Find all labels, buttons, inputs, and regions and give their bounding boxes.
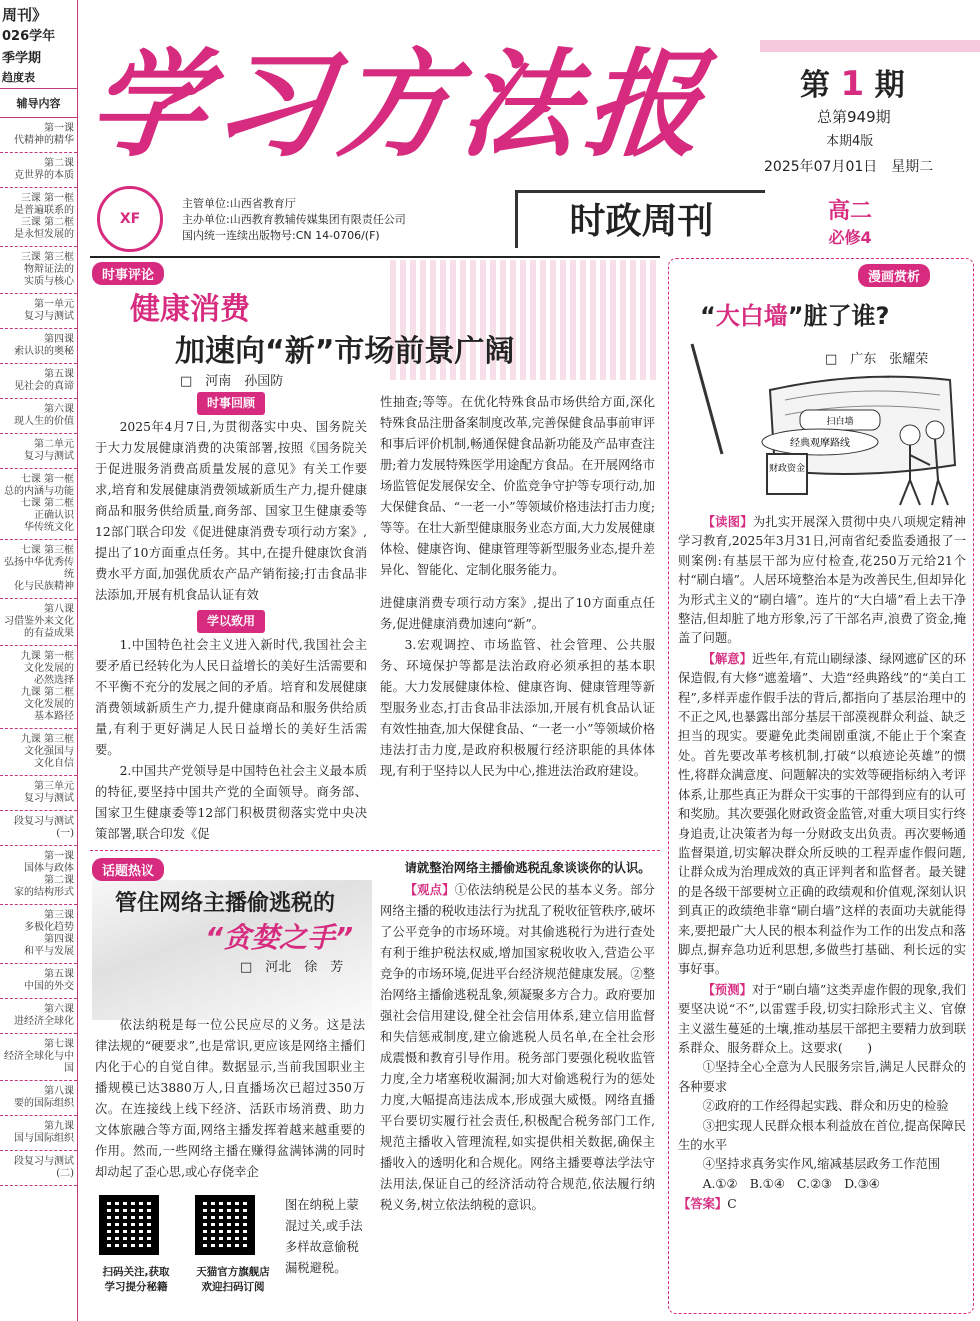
paragraph: 性抽查;等等。在优化特殊食品市场供给方面,深化特殊食品注册备案制度改革,完善保健食品事前审评和事后评价机制,畅通保健食品新功能及产品审查注册;着力发展特殊医学用途配方食品。在开展网络市场监管促发展保安全、价监竞争守护等专项行动,加大保健食品、“一老一小”等领域价格违法打击力度;等等。在壮大新型健康服务业态方面,大力发展健康体检、健康咨询、健康管理等新型服务业态,提升差异化、智能化、定制化服务能力。 [380, 395, 655, 577]
sidebar-item: 三课 第一框 是普遍联系的 三课 第二框 是永恒发展的 [0, 188, 77, 247]
textbook-label: 必修4 [828, 228, 872, 247]
paragraph [678, 512, 966, 649]
issue-number-value: 1 [840, 64, 865, 104]
predict-label: 【预测】 [702, 981, 752, 997]
view-text: ①依法纳税是公民的基本义务。部分网络主播的税收违法行为扰乱了税收征管秩序,破坏了公平竞争的市场环境。对其偷逃税行为进行查处有利于维护税法权威,增加国家税收收入,营造公平竞争的市场环境,促进平台经济规范健康发展。②整治网络主播偷逃税乱象,须凝聚多方合力。政府要加强社会信用建设,健全社会信用体系,建立信用监督和失信惩戒制度,建立偷逃税人员名单,在全社会形成震慑和教育引导作用。税务部门要强化税收监管力度,全力堵塞税收漏洞;加大对偷逃税行为的惩处力度,大幅提高违法成本,形成强大威慑。网络直播平台要切实履行社会责任,积极配合税务部门工作,规范主播收入管理流程,如实提供相关数据,确保主播收入的透明化和合规化。网络主播要尊法学法守法用法,保证自己的经济活动符合规范,依法履行纳税义务,树立依法纳税的意识。 [380, 883, 655, 1212]
paragraph [678, 649, 966, 980]
sidebar-item: 九课 第一框 文化发展的 必然选择 九课 第二框 文化发展的 基本路径 [0, 646, 77, 729]
issue-suffix: 期 [874, 68, 905, 103]
article-title: 管住网络主播偷逃税的 [115, 891, 336, 916]
paragraph [380, 879, 655, 1216]
sidebar-item: 七课 第一框 总的内涵与功能 七课 第二框 正确认识 华传统文化 [0, 469, 77, 540]
article-column [95, 392, 367, 845]
sidebar-head: 季学期 [2, 51, 42, 66]
article-column [380, 858, 655, 1216]
paragraph: 1.中国特色社会主义进入新时代,我国社会主要矛盾已经转化为人民日益增长的美好生活需要和不平衡不充分的发展之间的矛盾。培育和发展健康消费领域新质生产力,提升健康商品和服务供给质量,有利于更好满足人民日益增长的美好生活需要。 [95, 638, 367, 757]
sidebar-schedule [0, 0, 78, 1321]
section-title: 时政周刊 [515, 190, 765, 248]
paragraph: 2.中国共产党领导是中国特色社会主义最本质的特征,要坚持中国共产党的全面领导。商务部、国家卫生健康委等12部门积极贯彻落实党中央决策部署,联合印发《促 [95, 764, 367, 841]
issue-number [800, 60, 905, 104]
qr-caption: 扫码关注,获取 学习提分秘籍 [102, 1266, 170, 1293]
subsection-tag: 学以致用 [197, 610, 265, 633]
publisher-line: 主管单位:山西省教育厅 [182, 197, 296, 210]
article-subtitle: 加速向“新”市场前景广阔 [175, 334, 515, 369]
answer-value: C [727, 1197, 737, 1212]
article-column [95, 1015, 365, 1183]
issue-prefix: 第 [800, 68, 830, 103]
answer-label: 【答案】 [678, 1196, 728, 1212]
publisher-line: 国内统一连续出版物号:CN 14-0706/(F) [182, 229, 380, 242]
publish-date: 2025年07月01日 星期二 [764, 159, 934, 175]
masthead [82, 30, 730, 190]
paragraph: 3.宏观调控、市场监管、社会管理、公共服务、环境保护等都是法治政府必须承担的基本职能。大力发展健康体检、健康咨询、健康管理等新型服务业态,打击食品非法添加,开展有机食品认证有效性抽查,加大保健食品、“一老一小”等领域价格违法打击力度,是政府积极履行经济职能的具体体现,有利于坚持以人民为中心,推进法治政府建设。 [380, 638, 655, 778]
sidebar-title: 辅导内容 [0, 89, 77, 118]
sidebar-item: 第四课 索认识的奥秘 [0, 329, 77, 364]
cartoon-sign-text: 经典观摩路线 [790, 438, 850, 449]
paragraph [678, 980, 966, 1059]
page-count: 本期4版 [826, 134, 874, 149]
sidebar-item: 段复习与测试 (二) [0, 1151, 77, 1186]
logo-text: XF [119, 211, 141, 227]
sidebar-item: 第六课 进经济全球化 [0, 999, 77, 1034]
sidebar-item: 第三课 多极化趋势 第四课 和平与发展 [0, 905, 77, 964]
sidebar-item: 第五课 中国的外交 [0, 964, 77, 999]
sidebar-item: 第一课 代精神的精华 [0, 118, 77, 153]
read-text: 为扎实开展深入贯彻中央八项规定精神学习教育,2025年3月31日,河南省纪委监委通报了一则案例:有基层干部为应付检查,花250万元给21个村“刷白墙”。人居环境整治本是为改善民生,但却异化为形式主义的“刷白墙”。连片的“大白墙”看上去干净整洁,但却脏了地方形象,污了干部名声,浪费了资金,掩盖了问题。 [678, 515, 966, 646]
sidebar-head: 026学年 [2, 29, 56, 44]
paragraph: 依法纳税是每一位公民应尽的义务。这是法律法规的“硬要求”,也是常识,更应该是网络主播们内化于心的自觉自律。数据显示,当前我国职业主播规模已达3880万人,日直播场次已超过350万次。在连接线上线下经济、活跃市场消费、助力文体旅融合等方面,网络主播发挥着越来越重要的作用。然而,一些网络主播在赚得盆满钵满的同时却动起了歪心思,或心存侥幸企 [95, 1018, 365, 1179]
read-label: 【读图】 [702, 514, 753, 529]
article-author: □ 广东 张耀荣 [825, 352, 929, 367]
explain-label: 【解意】 [702, 650, 753, 666]
sidebar-item: 段复习与测试 (一) [0, 811, 77, 846]
view-label: 【观点】 [404, 882, 455, 897]
article-title [700, 296, 889, 331]
article-author: □ 河北 徐 芳 [240, 960, 344, 975]
divider [90, 850, 660, 851]
paragraph: 2025年4月7日,为贯彻落实中央、国务院关于大力发展健康消费的决策部署,按照《国务院关于促进服务消费高质量发展的意见》有关工作要求,培育和发展健康消费领域新质生产力,提升健康商品和服务供给质量,商务部、国家卫生健康委等12部门联合印发《促进健康消费专项行动方案》,提出了10方面重点任务。其中,在提升健康饮食消费水平方面,加强优质农产品产销衔接;打击食品非法添加,开展有机食品认证有效 [95, 420, 367, 602]
sidebar-head: 趋度表 [0, 70, 77, 89]
answer [678, 1194, 966, 1214]
column-tag: 时事评论 [92, 262, 164, 285]
sidebar-item: 九课 第三框 文化强国与 文化自信 [0, 729, 77, 776]
article-subtitle: “贪婪之手” [205, 921, 354, 954]
sidebar-item: 第八课 要的国际组织 [0, 1081, 77, 1116]
title-quote: “ [700, 302, 716, 330]
explain-text: 近些年,有荒山刷绿漆、绿网遮矿区的环保造假,有大修“遮羞墙”、大造“经典路线”的“美白工程”,多样弄虚作假手法的背后,都指向了基层治理中的不正之风,也暴露出部分基层干部漠视群众利益、缺乏担当的现实。要避免此类闹剧重演,不能止于个案查处。首先要改革考核机制,打破“以痕迹论英雄”的惯性,将群众满意度、问题解决的实效等硬指标纳入考评体系,让那些真正为群众干实事的干部得到应有的认可和奖励。其次要强化财政资金监管,对重大项目实行终身追责,让决策者为每一分财政支出负责。再次要畅通监督渠道,切实解决群众所反映的工程弄虚作假问题,让群众成为治理成效的真正评判者和监督者。最关键的是各级干部要树立正确的政绩观和价值观,深刻认识到真正的政绩绝非靠“刷白墙”这样的表面功夫就能得来,要把最广大人民的根本利益作为工作的出发点和落脚点,摒弃急功近利思想,多做些打基础、利长远的实事好事。 [678, 651, 966, 977]
grade-info [828, 194, 872, 248]
publisher-logo [97, 186, 163, 252]
sidebar-item: 第八课 习借鉴外来文化 的有益成果 [0, 599, 77, 646]
sidebar-head: 周刊》 [2, 6, 48, 24]
divider [90, 256, 660, 258]
option: ①坚持全心全意为人民服务宗旨,满足人民群众的各种要求 [678, 1060, 966, 1094]
sidebar-item: 第六课 现人生的价值 [0, 399, 77, 434]
choices: A.①② B.①④ C.②③ D.③④ [702, 1176, 880, 1191]
bucket-illustration [682, 334, 822, 504]
sidebar-item: 第五课 见社会的真谛 [0, 364, 77, 399]
paragraph: 进健康消费专项行动方案》,提出了10方面重点任务,促进健康消费加速向“新”。 [380, 596, 655, 631]
article-title: 健康消费 [130, 292, 250, 327]
column-tag: 漫画赏析 [858, 264, 930, 287]
newspaper-title: 学习方法报 [82, 37, 718, 173]
predict-text: 对于“刷白墙”这类弄虚作假的现象,我们要坚决说“不”,以雷霆手段,切实扫除形式主义、官僚主义滋生蔓延的土壤,推动基层干部把主要精力放到联系群众、服务群众上。这要求( ) [678, 982, 966, 1055]
bucket-text: 财政资金 [768, 464, 806, 474]
sidebar-item: 第三单元 复习与测试 [0, 776, 77, 811]
cartoon-wall-text: 扫白墙 [826, 417, 854, 427]
sidebar-item: 第一课 国体与政体 第二课 家的结构形式 [0, 846, 77, 905]
option: ④坚持求真务实作风,缩减基层政务工作范围 [702, 1157, 941, 1172]
column-tag: 话题热议 [92, 858, 164, 881]
sidebar-item: 第二单元 复习与测试 [0, 434, 77, 469]
qr-caption: 天猫官方旗舰店 欢迎扫码订阅 [196, 1266, 270, 1293]
total-issue: 总第949期 [817, 108, 891, 126]
publisher-line: 主办单位:山西教育教辅传媒集团有限责任公司 [182, 213, 406, 226]
subsection-tag: 时事回顾 [197, 392, 265, 415]
publisher-info [182, 196, 406, 244]
paragraph: 图在纳税上蒙混过关,或手法多样故意偷税漏税避税。 [285, 1198, 363, 1275]
article-column [380, 392, 655, 782]
option: ③把实现人民群众根本利益放在首位,提高保障民生的水平 [678, 1118, 966, 1152]
option: ②政府的工作经得起实践、群众和历史的检验 [702, 1099, 949, 1114]
sidebar-item: 第一单元 复习与测试 [0, 294, 77, 329]
sidebar-item: 第九课 国与国际组织 [0, 1116, 77, 1151]
sidebar-item: 三课 第三框 物辩证法的 实质与核心 [0, 247, 77, 294]
sidebar-item: 七课 第三框 弘扬中华优秀传统 化与民族精神 [0, 540, 77, 599]
grade-label: 高二 [828, 199, 873, 224]
article-author: □ 河南 孙国防 [180, 374, 284, 389]
decorative-bar [760, 40, 980, 52]
sidebar-item: 第七课 经济全球化与中国 [0, 1034, 77, 1081]
qr-codes [95, 1195, 285, 1305]
qr-code-icon[interactable] [99, 1195, 159, 1255]
sidebar-item: 第二课 克世界的本质 [0, 153, 77, 188]
qr-code-icon[interactable] [195, 1195, 255, 1255]
cartoon-article-text [678, 512, 966, 1215]
title-highlight: 大白墙 [715, 302, 788, 330]
question: 请就整治网络主播偷逃税乱象谈谈你的认识。 [404, 861, 651, 875]
title-rest: ”脏了谁? [787, 302, 890, 330]
